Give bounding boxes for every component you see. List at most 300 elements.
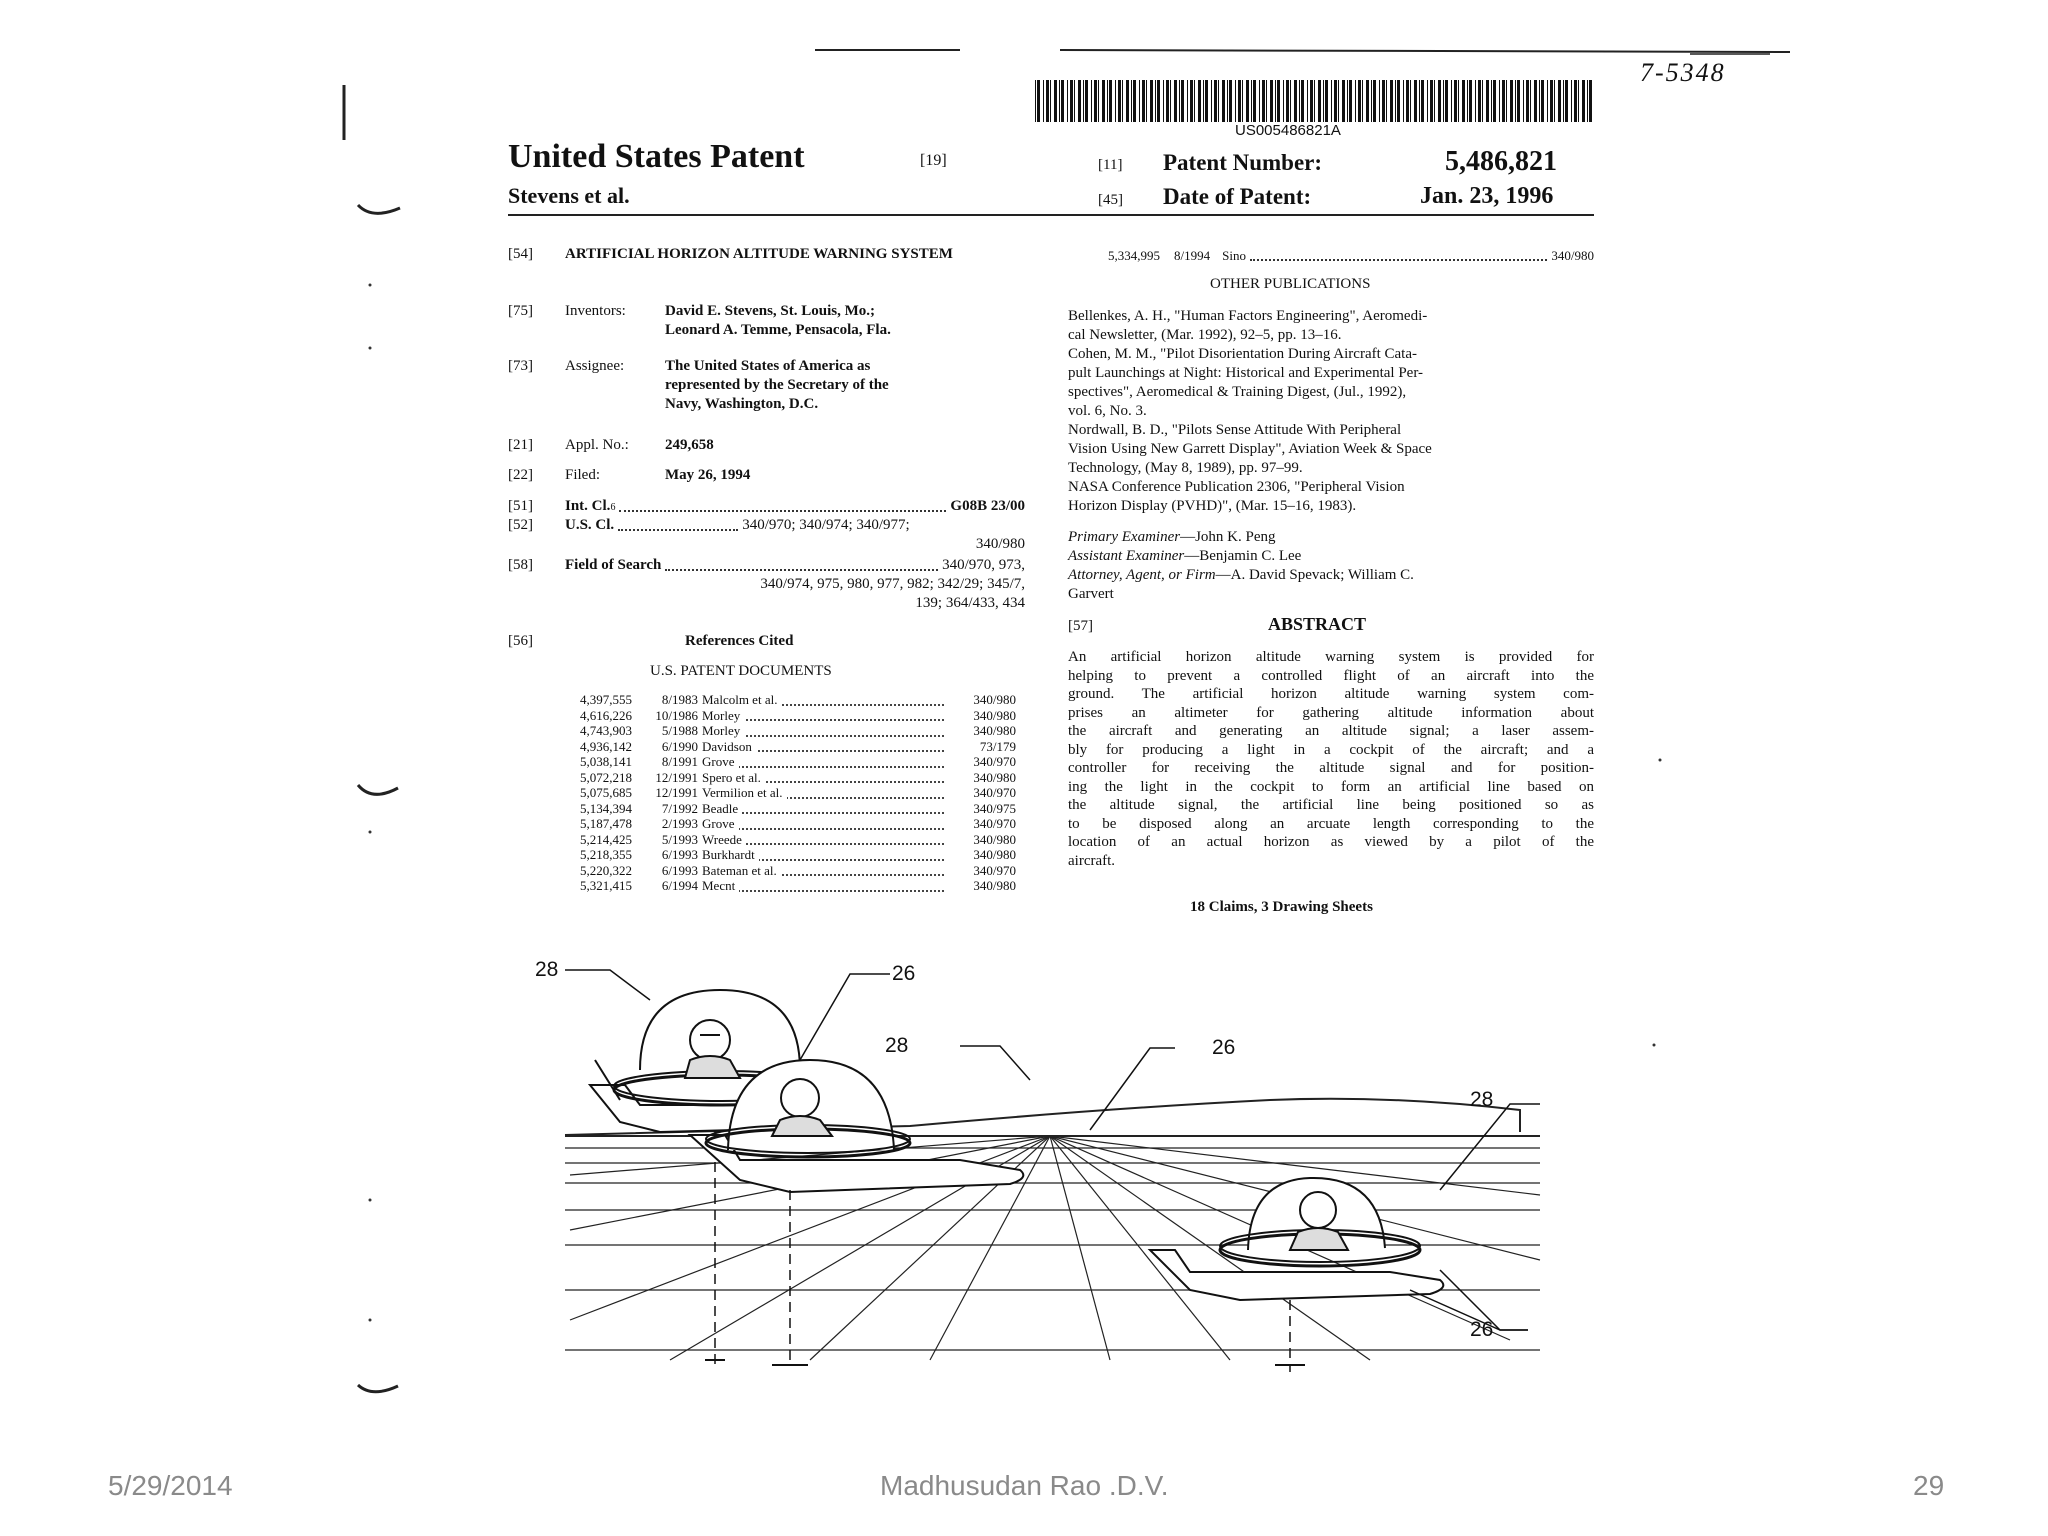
reference-inventor: Grove — [702, 816, 946, 832]
reference-row — [540, 847, 1020, 863]
ref-extra-date: 8/1994 — [1174, 248, 1211, 263]
assignee-line-3: Navy, Washington, D.C. — [665, 396, 819, 412]
reference-class: 340/970 — [973, 785, 1016, 800]
reference-inventor: Wreede — [702, 832, 946, 848]
pub-2-line-2: pult Launchings at Night: Historical and Experimental Per- — [1068, 365, 1424, 381]
barcode-bar — [1578, 80, 1579, 122]
barcode-bar — [1526, 80, 1529, 122]
barcode-bar — [1434, 80, 1435, 122]
reference-class: 340/980 — [973, 831, 1016, 847]
barcode-bar — [1486, 80, 1489, 122]
reference-number: 5,072,218 — [580, 769, 632, 785]
barcode-bar — [1362, 80, 1363, 122]
fig-label-28-left: 28 — [535, 958, 559, 981]
reference-class: 340/970 — [973, 816, 1016, 831]
barcode-bar — [1349, 80, 1352, 122]
search-row — [565, 556, 1025, 575]
barcode-bar — [1571, 80, 1572, 122]
barcode-bar — [1170, 80, 1171, 122]
barcode-bar — [1270, 80, 1273, 122]
barcode-bar — [1421, 80, 1424, 122]
abstract-line: bly for producing a light in a cockpit of the aircraft; and a — [1068, 741, 1594, 758]
barcode-bar — [1534, 80, 1537, 122]
barcode-bar — [1070, 80, 1073, 122]
title-code: [54] — [508, 246, 533, 262]
inventor-line-1: David E. Stevens, St. Louis, Mo.; — [665, 303, 876, 319]
attorney-label: Attorney, Agent, or Firm — [1068, 567, 1216, 583]
barcode-bar — [1499, 80, 1500, 122]
barcode-bar — [1174, 80, 1177, 122]
pub-2-line-1: Cohen, M. M., "Pilot Disorientation During Aircraft Cata- — [1068, 346, 1417, 362]
reference-class: 340/980 — [973, 723, 1016, 738]
intcl-row — [565, 497, 1025, 516]
reference-date: 6/1993 — [661, 862, 698, 878]
uscl-value-1: 340/970; 340/974; 340/977; — [742, 517, 910, 533]
barcode-bar — [1211, 80, 1212, 122]
reference-number: 5,220,322 — [580, 862, 632, 878]
abstract-body — [1068, 648, 1594, 870]
barcode-bar — [1379, 80, 1380, 122]
barcode-bar — [1242, 80, 1243, 122]
examiners — [1068, 528, 1594, 604]
search-value-2: 340/974, 975, 980, 977, 982; 342/29; 345/7, — [760, 576, 1025, 592]
abstract-title: ABSTRACT — [1268, 614, 1367, 634]
barcode-bar — [1115, 80, 1116, 122]
barcode-bar — [1222, 80, 1225, 122]
barcode-bar — [1083, 80, 1084, 122]
fig-label-26-left: 26 — [892, 962, 916, 985]
abstract-line: An artificial horizon altitude warning system is provided for — [1068, 649, 1594, 665]
barcode-bar — [1203, 80, 1204, 122]
pub-3-line-3: Technology, (May 8, 1989), pp. 97–99. — [1068, 460, 1303, 476]
barcode-bar — [1550, 80, 1553, 122]
reference-inventor: Beadle — [702, 801, 946, 817]
attorney-line-2: Garvert — [1068, 586, 1114, 602]
reference-inventor: Spero et al. — [702, 770, 946, 786]
handwritten-note: 7-5348 — [1640, 58, 1726, 87]
barcode-bar — [1510, 80, 1513, 122]
barcode-bar — [1235, 80, 1236, 122]
reference-class: 340/980 — [973, 769, 1016, 785]
inventors-label: Inventors: — [565, 303, 626, 319]
pub-2-line-4: vol. 6, No. 3. — [1068, 403, 1147, 419]
barcode-bar — [1253, 80, 1256, 122]
reference-date: 5/1988 — [661, 723, 698, 738]
patent-number-label: Patent Number: — [1163, 150, 1323, 175]
primary-examiner: —John K. Peng — [1180, 529, 1276, 545]
barcode-bar — [1318, 80, 1321, 122]
barcode-bar — [1382, 80, 1385, 122]
barcode-bar — [1227, 80, 1228, 122]
uscl-row — [565, 516, 1025, 535]
reference-row — [540, 863, 1020, 879]
abstract-line: the aircraft and generating an altitude signal; a laser assem- — [1068, 723, 1594, 739]
barcode-bar — [1283, 80, 1284, 122]
reference-class: 340/980 — [973, 878, 1016, 893]
header-rule — [508, 214, 1594, 216]
attorney-line-1: —A. David Spevack; William C. — [1215, 567, 1414, 583]
barcode-bar — [1037, 80, 1040, 122]
publications — [1068, 307, 1594, 516]
barcode-bar — [1091, 80, 1092, 122]
barcode-bar — [1414, 80, 1417, 122]
reference-number: 5,214,425 — [580, 831, 632, 847]
barcode-bar — [1438, 80, 1441, 122]
ref-extra-number: 5,334,995 — [1108, 248, 1160, 263]
reference-date: 2/1993 — [661, 816, 698, 831]
barcode-bar — [1187, 80, 1188, 122]
primary-examiner-label: Primary Examiner — [1068, 529, 1181, 545]
reference-date: 5/1993 — [661, 831, 698, 847]
barcode-bar — [1198, 80, 1201, 122]
barcode-bar — [1406, 80, 1409, 122]
barcode-bar — [1574, 80, 1577, 122]
inventor-line-2: Leonard A. Temme, Pensacola, Fla. — [665, 322, 891, 338]
barcode-bar — [1074, 80, 1075, 122]
barcode-bar — [1331, 80, 1332, 122]
barcode-bar — [1589, 80, 1592, 122]
assignee-line-1: The United States of America as — [665, 358, 871, 374]
barcode-bar — [1194, 80, 1195, 122]
abstract-line: helping to prevent a controlled flight of an aircraft into the — [1068, 667, 1594, 684]
barcode-bar — [1098, 80, 1099, 122]
reference-inventor: Malcolm et al. — [702, 692, 946, 708]
barcode-bar — [1259, 80, 1260, 122]
claims-line: 18 Claims, 3 Drawing Sheets — [1190, 899, 1373, 915]
barcode-bar — [1246, 80, 1249, 122]
barcode-bar — [1541, 80, 1544, 122]
reference-class: 73/179 — [979, 738, 1016, 754]
barcode-bar — [1314, 80, 1315, 122]
barcode-bar — [1355, 80, 1356, 122]
barcode-bar — [1094, 80, 1097, 122]
reference-class: 340/970 — [973, 862, 1016, 878]
barcode-bar — [1517, 80, 1520, 122]
barcode-bar — [1342, 80, 1345, 122]
footer-author: Madhusudan Rao .D.V. — [880, 1470, 1169, 1501]
uscl-value-2: 340/980 — [975, 536, 1025, 552]
barcode-bar — [1310, 80, 1313, 122]
reference-number: 5,187,478 — [580, 816, 632, 831]
barcode-bar — [1118, 80, 1121, 122]
barcode-bar — [1482, 80, 1483, 122]
filed-label: Filed: — [565, 467, 601, 483]
reference-inventor: Burkhardt — [702, 847, 946, 863]
reference-row — [540, 801, 1020, 817]
search-value-1: 340/970, 973, — [942, 557, 1025, 573]
barcode-bar — [1046, 80, 1049, 122]
barcode-bar — [1067, 80, 1068, 122]
barcode-bar — [1419, 80, 1420, 122]
barcode-bar — [1397, 80, 1400, 122]
barcode-bar — [1299, 80, 1300, 122]
scan-top-lines — [810, 40, 1810, 60]
barcode-bar — [1563, 80, 1564, 122]
abstract-line: to be disposed along an arcuate length corresponding to the — [1068, 815, 1594, 832]
search-code: [58] — [508, 557, 533, 573]
barcode-bar — [1107, 80, 1108, 122]
barcode-bar — [1301, 80, 1304, 122]
abstract-line: ing the light in the cockpit to form an artificial line based on — [1068, 778, 1594, 795]
barcode-bar — [1462, 80, 1465, 122]
assistant-examiner: —Benjamin C. Lee — [1184, 548, 1302, 564]
barcode-bar — [1467, 80, 1468, 122]
reference-row — [540, 708, 1020, 724]
barcode-bar — [1275, 80, 1276, 122]
reference-inventor: Davidson — [702, 739, 946, 755]
invention-title: ARTIFICIAL HORIZON ALTITUDE WARNING SYSTEM — [565, 246, 953, 262]
abstract-line: controller for receiving the altitude signal and for position- — [1068, 760, 1594, 776]
barcode-bar — [1109, 80, 1112, 122]
fig-label-28-right: 28 — [1470, 1088, 1494, 1111]
abstract-line: aircraft. — [1068, 852, 1116, 869]
barcode-bar — [1475, 80, 1476, 122]
barcode-bar — [1205, 80, 1208, 122]
appl-code: [21] — [508, 437, 533, 453]
barcode-bar — [1166, 80, 1169, 122]
barcode-bar — [1338, 80, 1339, 122]
barcode-bar — [1059, 80, 1060, 122]
reference-row — [540, 770, 1020, 786]
reference-class: 340/980 — [973, 707, 1016, 723]
barcode-bar — [1294, 80, 1297, 122]
uscl-code: [52] — [508, 517, 533, 533]
barcode-bar — [1150, 80, 1153, 122]
barcode-bar — [1506, 80, 1507, 122]
barcode-bar — [1251, 80, 1252, 122]
barcode-bar — [1155, 80, 1156, 122]
barcode-bar — [1190, 80, 1193, 122]
reference-row — [540, 878, 1020, 894]
reference-inventor: Mecnt — [702, 878, 946, 894]
patent-title-code: [19] — [920, 152, 947, 169]
barcode-bar — [1325, 80, 1328, 122]
reference-inventor: Grove — [702, 754, 946, 770]
barcode-bar — [1565, 80, 1568, 122]
date-code: [45] — [1098, 192, 1123, 208]
ref-extra-row — [1108, 248, 1594, 265]
barcode-bar — [1478, 80, 1481, 122]
barcode-bar — [1395, 80, 1396, 122]
reference-class: 340/970 — [973, 754, 1016, 769]
barcode-bar — [1539, 80, 1540, 122]
patent-date: Jan. 23, 1996 — [1420, 183, 1554, 209]
barcode-bar — [1277, 80, 1280, 122]
barcode-bar — [1445, 80, 1448, 122]
barcode-bar — [1131, 80, 1132, 122]
barcode-bar — [1307, 80, 1308, 122]
pub-4-line-1: NASA Conference Publication 2306, "Peripheral Vision — [1068, 479, 1405, 495]
barcode-bar — [1547, 80, 1548, 122]
barcode-bar — [1035, 80, 1036, 122]
reference-inventor: Morley — [702, 723, 946, 739]
barcode-bar — [1181, 80, 1184, 122]
barcode-bar — [1347, 80, 1348, 122]
barcode-bar — [1238, 80, 1241, 122]
barcode-bar — [1214, 80, 1217, 122]
barcode-bar — [1290, 80, 1291, 122]
barcode-bar — [1430, 80, 1433, 122]
reference-class: 340/975 — [973, 800, 1016, 816]
barcode-bar — [1554, 80, 1555, 122]
barcode-bar — [1146, 80, 1147, 122]
reference-row — [540, 754, 1020, 770]
other-pubs-title: OTHER PUBLICATIONS — [1210, 276, 1371, 292]
intcl-sup: 6 — [610, 501, 616, 513]
search-label: Field of Search — [565, 557, 662, 573]
barcode-bar — [1515, 80, 1516, 122]
reference-row — [540, 832, 1020, 848]
reference-row — [540, 816, 1020, 832]
reference-row — [540, 723, 1020, 739]
barcode-bar — [1323, 80, 1324, 122]
barcode-bar — [1054, 80, 1057, 122]
barcode-bar — [1085, 80, 1088, 122]
reference-inventor: Morley — [702, 708, 946, 724]
abstract-line: location of an actual horizon as viewed by a pilot of the — [1068, 834, 1594, 850]
reference-class: 340/980 — [973, 692, 1016, 707]
barcode-bar — [1390, 80, 1393, 122]
reference-row — [540, 785, 1020, 801]
refs-title: References Cited — [685, 633, 794, 649]
barcode — [1035, 80, 1595, 122]
reference-number: 4,397,555 — [580, 692, 632, 707]
barcode-bar — [1427, 80, 1428, 122]
barcode-bar — [1558, 80, 1561, 122]
pub-1-line-2: cal Newsletter, (Mar. 1992), 92–5, pp. 13–16. — [1068, 327, 1342, 343]
reference-number: 4,936,142 — [580, 738, 632, 754]
barcode-bar — [1122, 80, 1123, 122]
scan-margin-marks — [330, 80, 420, 1400]
reference-date: 12/1991 — [655, 769, 698, 785]
intcl-value: G08B 23/00 — [950, 498, 1025, 514]
reference-date: 12/1991 — [655, 785, 698, 800]
reference-inventor: Bateman et al. — [702, 863, 946, 879]
reference-number: 5,134,394 — [580, 800, 632, 816]
barcode-bar — [1050, 80, 1051, 122]
barcode-bar — [1126, 80, 1129, 122]
barcode-bar — [1587, 80, 1588, 122]
filed-code: [22] — [508, 467, 533, 483]
reference-inventor: Vermilion et al. — [702, 785, 946, 801]
reference-date: 6/1990 — [661, 738, 698, 754]
patent-number-code: [11] — [1098, 157, 1123, 173]
barcode-bar — [1142, 80, 1145, 122]
barcode-bar — [1523, 80, 1524, 122]
ref-extra-class: 340/980 — [1551, 248, 1594, 263]
barcode-bar — [1218, 80, 1219, 122]
barcode-bar — [1502, 80, 1505, 122]
barcode-bar — [1078, 80, 1081, 122]
appl-number: 249,658 — [665, 437, 714, 453]
pub-1-line-1: Bellenkes, A. H., "Human Factors Engineering", Aeromedi- — [1068, 308, 1428, 324]
footer-page-number: 29 — [1913, 1470, 1945, 1501]
fig-label-26-center: 26 — [1212, 1036, 1236, 1059]
barcode-bar — [1582, 80, 1585, 122]
barcode-bar — [1163, 80, 1164, 122]
reference-date: 7/1992 — [661, 800, 698, 816]
barcode-bar — [1530, 80, 1531, 122]
barcode-bar — [1262, 80, 1265, 122]
appl-label: Appl. No.: — [565, 437, 629, 453]
pub-2-line-3: spectives", Aeromedical & Training Digest, (Jul., 1992), — [1068, 384, 1407, 400]
abstract-line: ground. The artificial horizon altitude warning system com- — [1068, 686, 1594, 702]
uscl-label: U.S. Cl. — [565, 517, 615, 533]
barcode-bar — [1286, 80, 1289, 122]
barcode-bar — [1386, 80, 1387, 122]
scan-dots-right — [1640, 680, 1680, 1080]
barcode-bar — [1366, 80, 1369, 122]
barcode-bar — [1266, 80, 1267, 122]
reference-date: 8/1983 — [661, 692, 698, 707]
ref-extra-name: Sino — [1222, 248, 1246, 263]
barcode-bar — [1458, 80, 1459, 122]
intcl-code: [51] — [508, 498, 533, 514]
barcode-bar — [1443, 80, 1444, 122]
aircraft-right — [1150, 1178, 1443, 1372]
inventors-code: [75] — [508, 303, 533, 319]
reference-row — [540, 739, 1020, 755]
abstract-line: prises an altimeter for gathering altitude information about — [1068, 704, 1594, 721]
barcode-bar — [1451, 80, 1452, 122]
reference-number: 5,321,415 — [580, 878, 632, 893]
barcode-bar — [1491, 80, 1492, 122]
barcode-bar — [1139, 80, 1140, 122]
inventors-short: Stevens et al. — [508, 183, 630, 208]
barcode-bar — [1469, 80, 1472, 122]
pub-4-line-2: Horizon Display (PVHD)", (Mar. 15–16, 1983). — [1068, 498, 1357, 514]
assignee-line-2: represented by the Secretary of the — [665, 377, 889, 393]
assignee-label: Assignee: — [565, 358, 625, 374]
fig-label-26-right: 26 — [1470, 1318, 1494, 1341]
refs-subtitle: U.S. PATENT DOCUMENTS — [650, 663, 832, 679]
reference-number: 4,743,903 — [580, 723, 632, 738]
barcode-number: US005486821A — [1235, 122, 1341, 139]
reference-date: 10/1986 — [655, 707, 698, 723]
pub-3-line-1: Nordwall, B. D., "Pilots Sense Attitude With Peripheral — [1068, 422, 1402, 438]
barcode-bar — [1334, 80, 1337, 122]
references-table — [540, 692, 1020, 894]
search-value-3: 139; 364/433, 434 — [915, 595, 1025, 611]
patent-figure — [510, 960, 1600, 1380]
barcode-bar — [1157, 80, 1160, 122]
pub-3-line-2: Vision Using New Garrett Display", Aviation Week & Space — [1068, 441, 1432, 457]
barcode-bar — [1358, 80, 1361, 122]
patent-title: United States Patent — [508, 138, 805, 175]
barcode-bar — [1133, 80, 1136, 122]
barcode-bar — [1043, 80, 1044, 122]
barcode-bar — [1179, 80, 1180, 122]
date-label: Date of Patent: — [1163, 184, 1312, 209]
reference-number: 5,075,685 — [580, 785, 632, 800]
refs-code: [56] — [508, 633, 533, 649]
abstract-code: [57] — [1068, 618, 1093, 634]
assignee-code: [73] — [508, 358, 533, 374]
reference-number: 4,616,226 — [580, 707, 632, 723]
patent-number: 5,486,821 — [1445, 146, 1557, 177]
reference-number: 5,218,355 — [580, 847, 632, 862]
intcl-label: Int. Cl. — [565, 498, 611, 514]
barcode-bar — [1102, 80, 1105, 122]
abstract-line: the altitude signal, the artificial line being positioned so as — [1068, 797, 1594, 813]
footer-date: 5/29/2014 — [108, 1470, 233, 1501]
fig-label-28-center: 28 — [885, 1034, 909, 1057]
barcode-bar — [1410, 80, 1411, 122]
filed-date: May 26, 1994 — [665, 467, 751, 483]
barcode-bar — [1373, 80, 1376, 122]
barcode-bar — [1229, 80, 1232, 122]
barcode-bar — [1454, 80, 1457, 122]
